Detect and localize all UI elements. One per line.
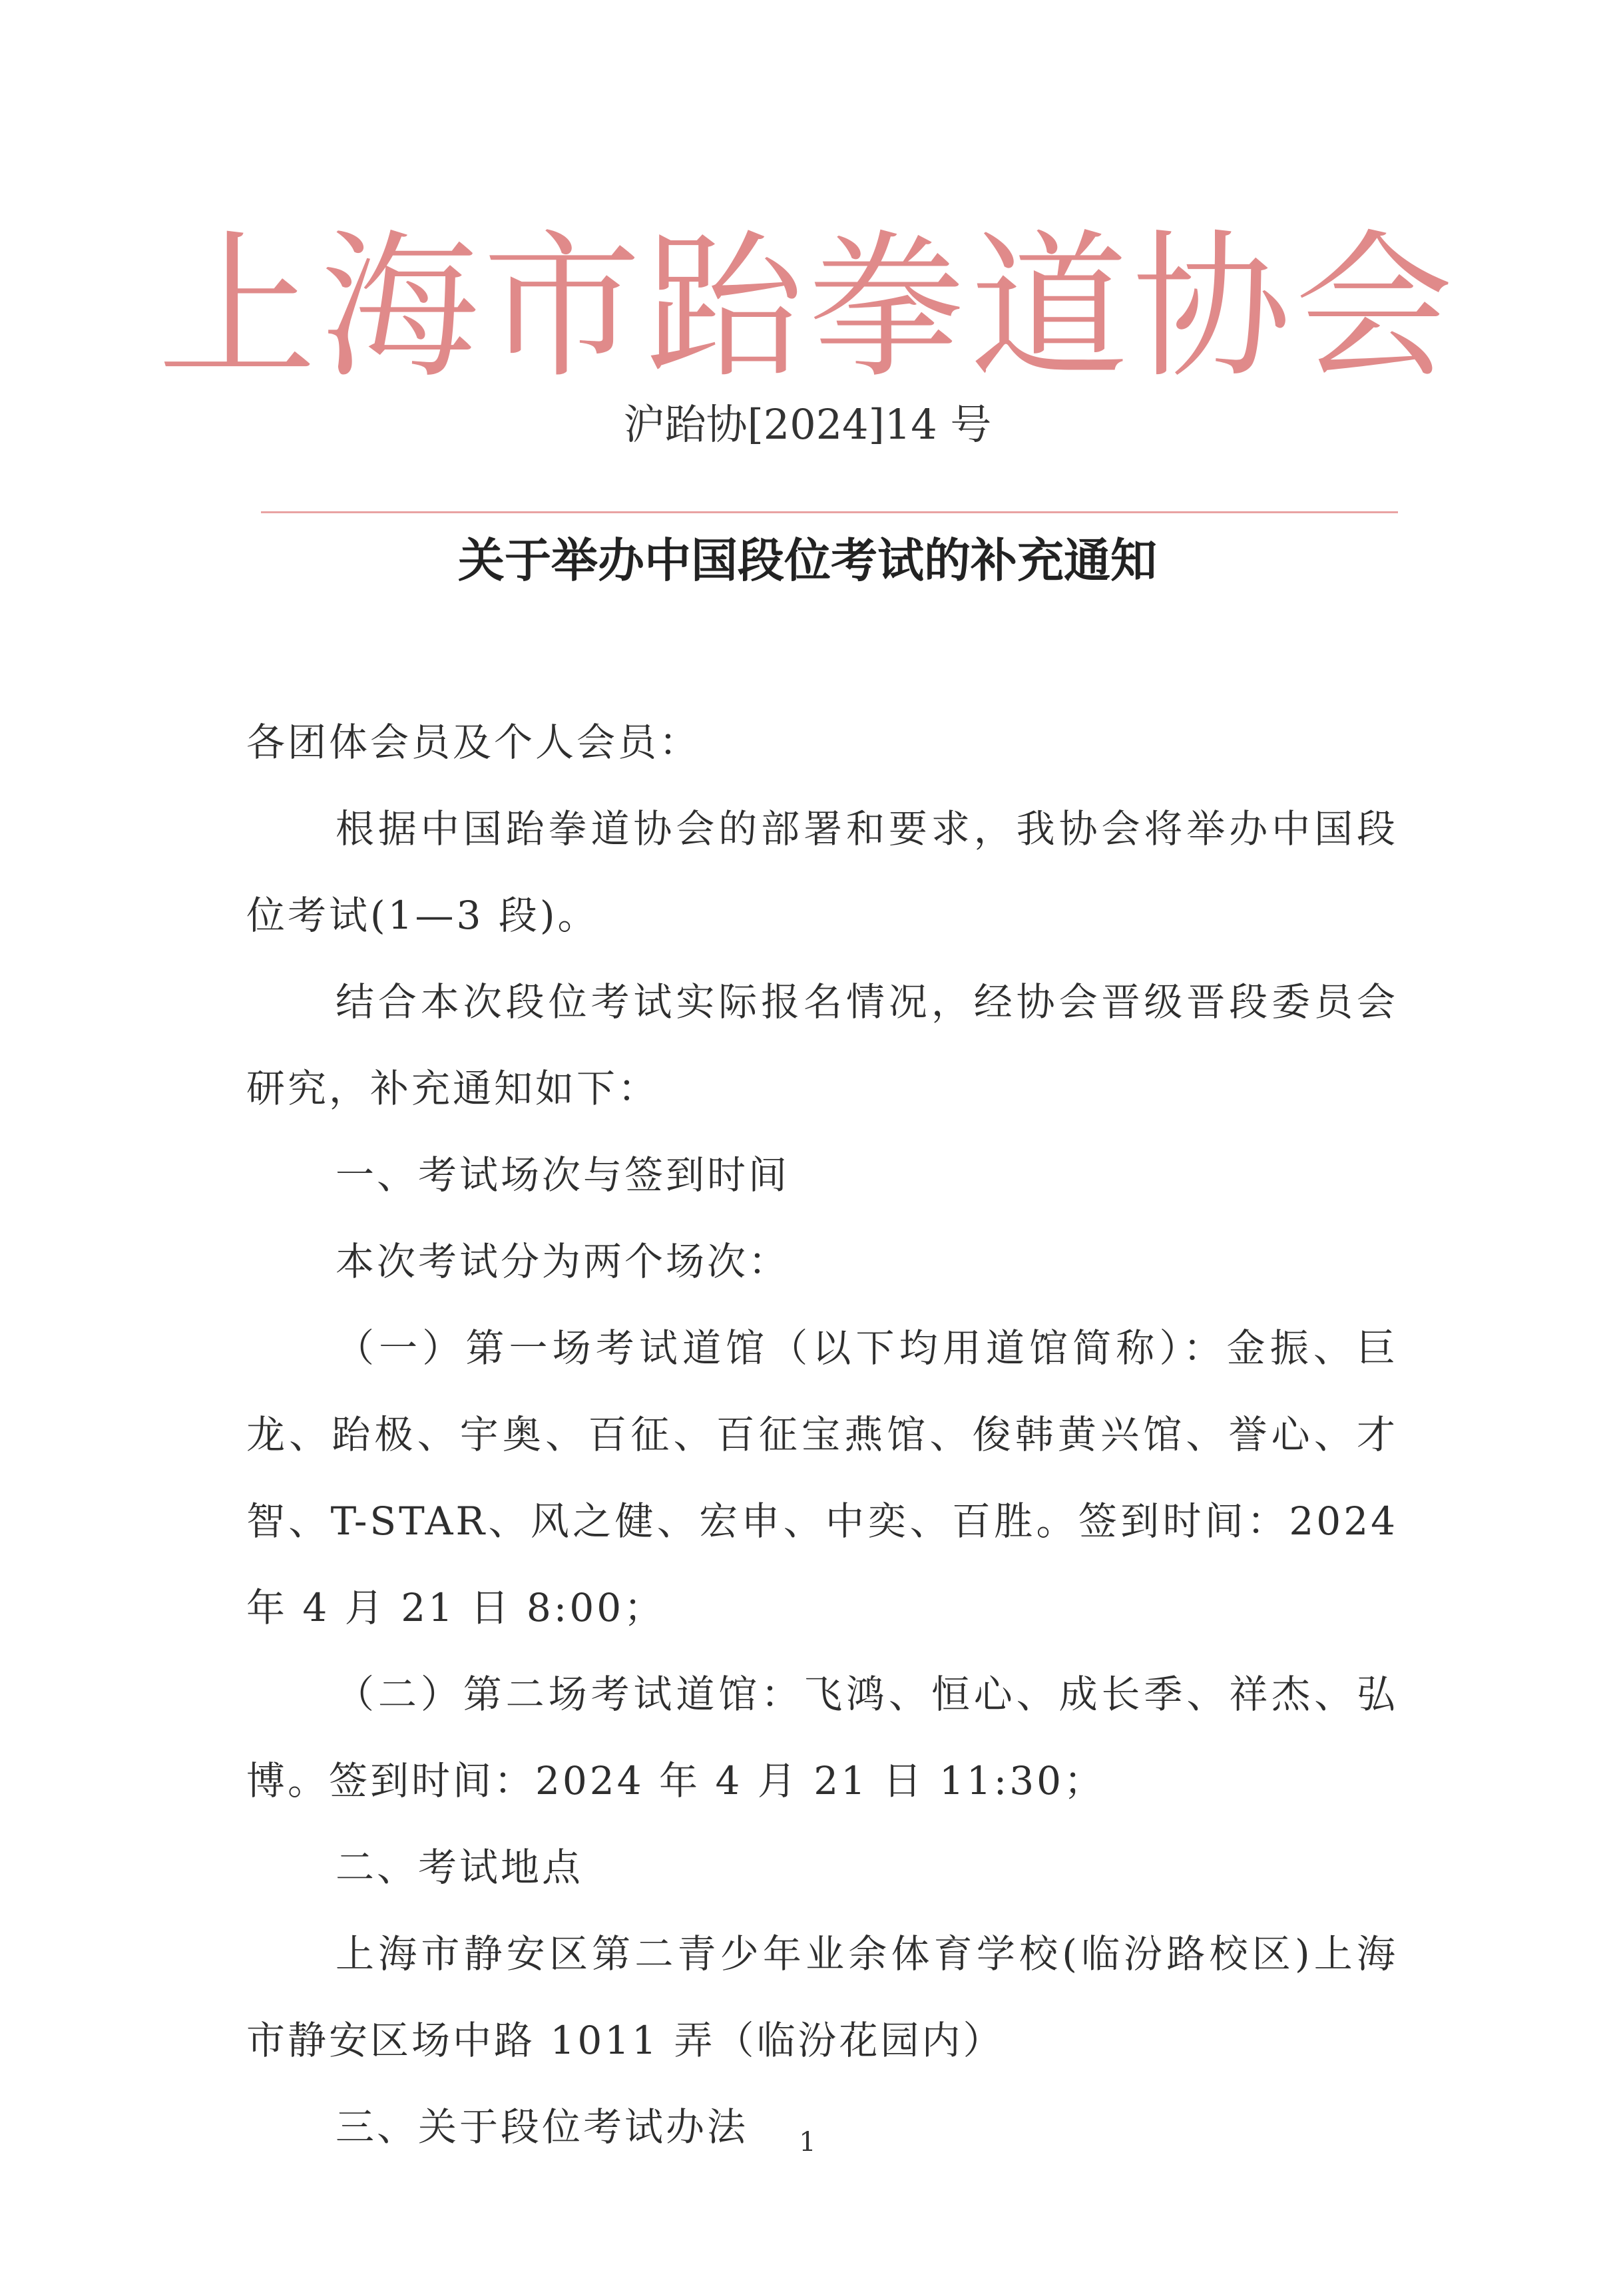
page-number: 1: [799, 2127, 816, 2158]
salutation: 各团体会员及个人会员：: [246, 720, 701, 765]
venue-paragraph: 上海市静安区第二青少年业余体育学校(临汾路校区)上海市静安区场中路 1011 弄（临汾花园内）: [246, 1931, 1398, 2063]
body-paragraph: 结合本次段位考试实际报名情况，经协会晋级晋段委员会研究，补充通知如下：: [246, 979, 1398, 1111]
session-two-paragraph: （二）第二场考试道馆：飞鸿、恒心、成长季、祥杰、弘博。签到时间：2024 年 4 月 21 日 11:30；: [246, 1672, 1398, 1803]
notice-title: 关于举办中国段位考试的补充通知: [458, 533, 1157, 588]
header-divider: [261, 511, 1398, 513]
body-paragraph: 根据中国跆拳道协会的部署和要求，我协会将举办中国段位考试(1—3 段)。: [246, 806, 1398, 938]
organization-name-header: 上海市跆拳道协会: [158, 216, 1457, 400]
section-heading: 三、关于段位考试办法: [336, 2104, 749, 2150]
notice-body: [246, 699, 1398, 2170]
session-one-paragraph: （一）第一场考试道馆（以下均用道馆简称）：金振、巨龙、跆极、宇奥、百征、百征宝燕馆、俊韩黄兴馆、誉心、才智、T-STAR、风之健、宏申、中奕、百胜。签到时间：2024 年 4 月 21 日 8:00；: [246, 1325, 1398, 1630]
body-paragraph: 本次考试分为两个场次：: [336, 1239, 790, 1284]
section-heading: 二、考试地点: [336, 1845, 584, 1890]
document-number: 沪跆协[2024]14 号: [623, 400, 992, 449]
section-heading: 一、考试场次与签到时间: [336, 1152, 790, 1198]
